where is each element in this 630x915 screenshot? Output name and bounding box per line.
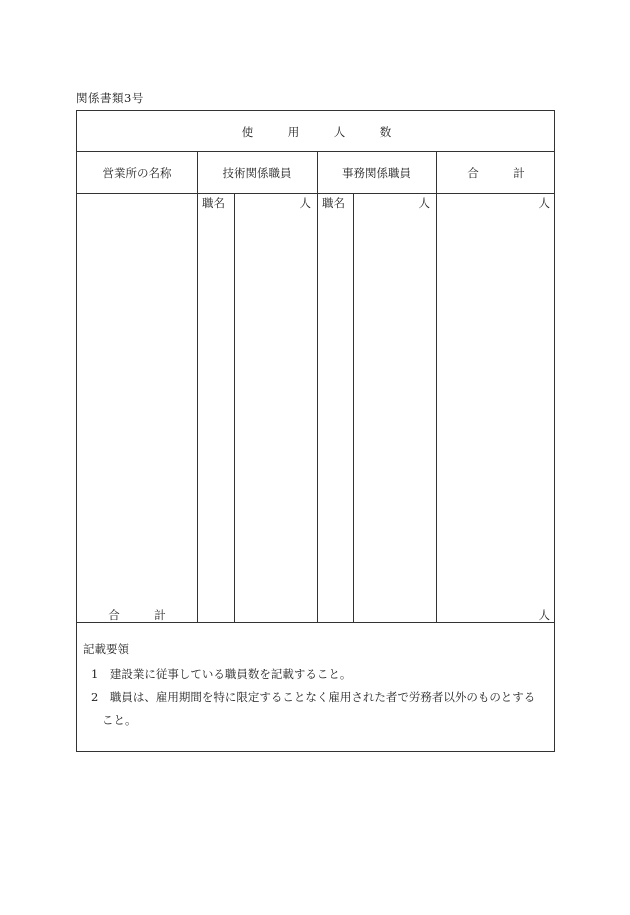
footer-total-label: 合 計: [108, 608, 166, 622]
note-item-2-line-2: こと。: [102, 713, 137, 727]
note-item-2-line-1: 2 職員は、雇用期間を特に限定することなく雇用された者で労務者以外のものとする: [91, 690, 536, 704]
tech-position-label: 職名: [202, 196, 225, 210]
body-col-divider-3: [436, 193, 437, 622]
header-office-name: 営業所の名称: [102, 166, 172, 180]
body-col-divider-1: [197, 193, 198, 622]
header-divider: [77, 193, 554, 194]
body-col-divider-2: [317, 193, 318, 622]
admin-position-label: 職名: [322, 196, 345, 210]
note-item-1: 1 建設業に従事している職員数を記載すること。: [91, 667, 352, 681]
header-administrative-staff: 事務関係職員: [342, 166, 411, 180]
title-divider: [77, 151, 554, 152]
form-title: 使 用 人 数: [241, 125, 392, 139]
tech-persons-unit: 人: [299, 196, 311, 210]
header-technical-staff: 技術関係職員: [222, 166, 292, 180]
body-col-divider-tech-position: [234, 193, 235, 622]
admin-persons-unit: 人: [418, 196, 430, 210]
footer-total-unit: 人: [538, 608, 550, 622]
employee-count-form: [76, 110, 555, 752]
header-total: 合 計: [467, 166, 525, 180]
total-persons-unit: 人: [538, 196, 550, 210]
document-number-label: 関係書類3号: [76, 91, 144, 105]
notes-heading: 記載要領: [83, 642, 129, 656]
body-col-divider-admin-position: [353, 193, 354, 622]
